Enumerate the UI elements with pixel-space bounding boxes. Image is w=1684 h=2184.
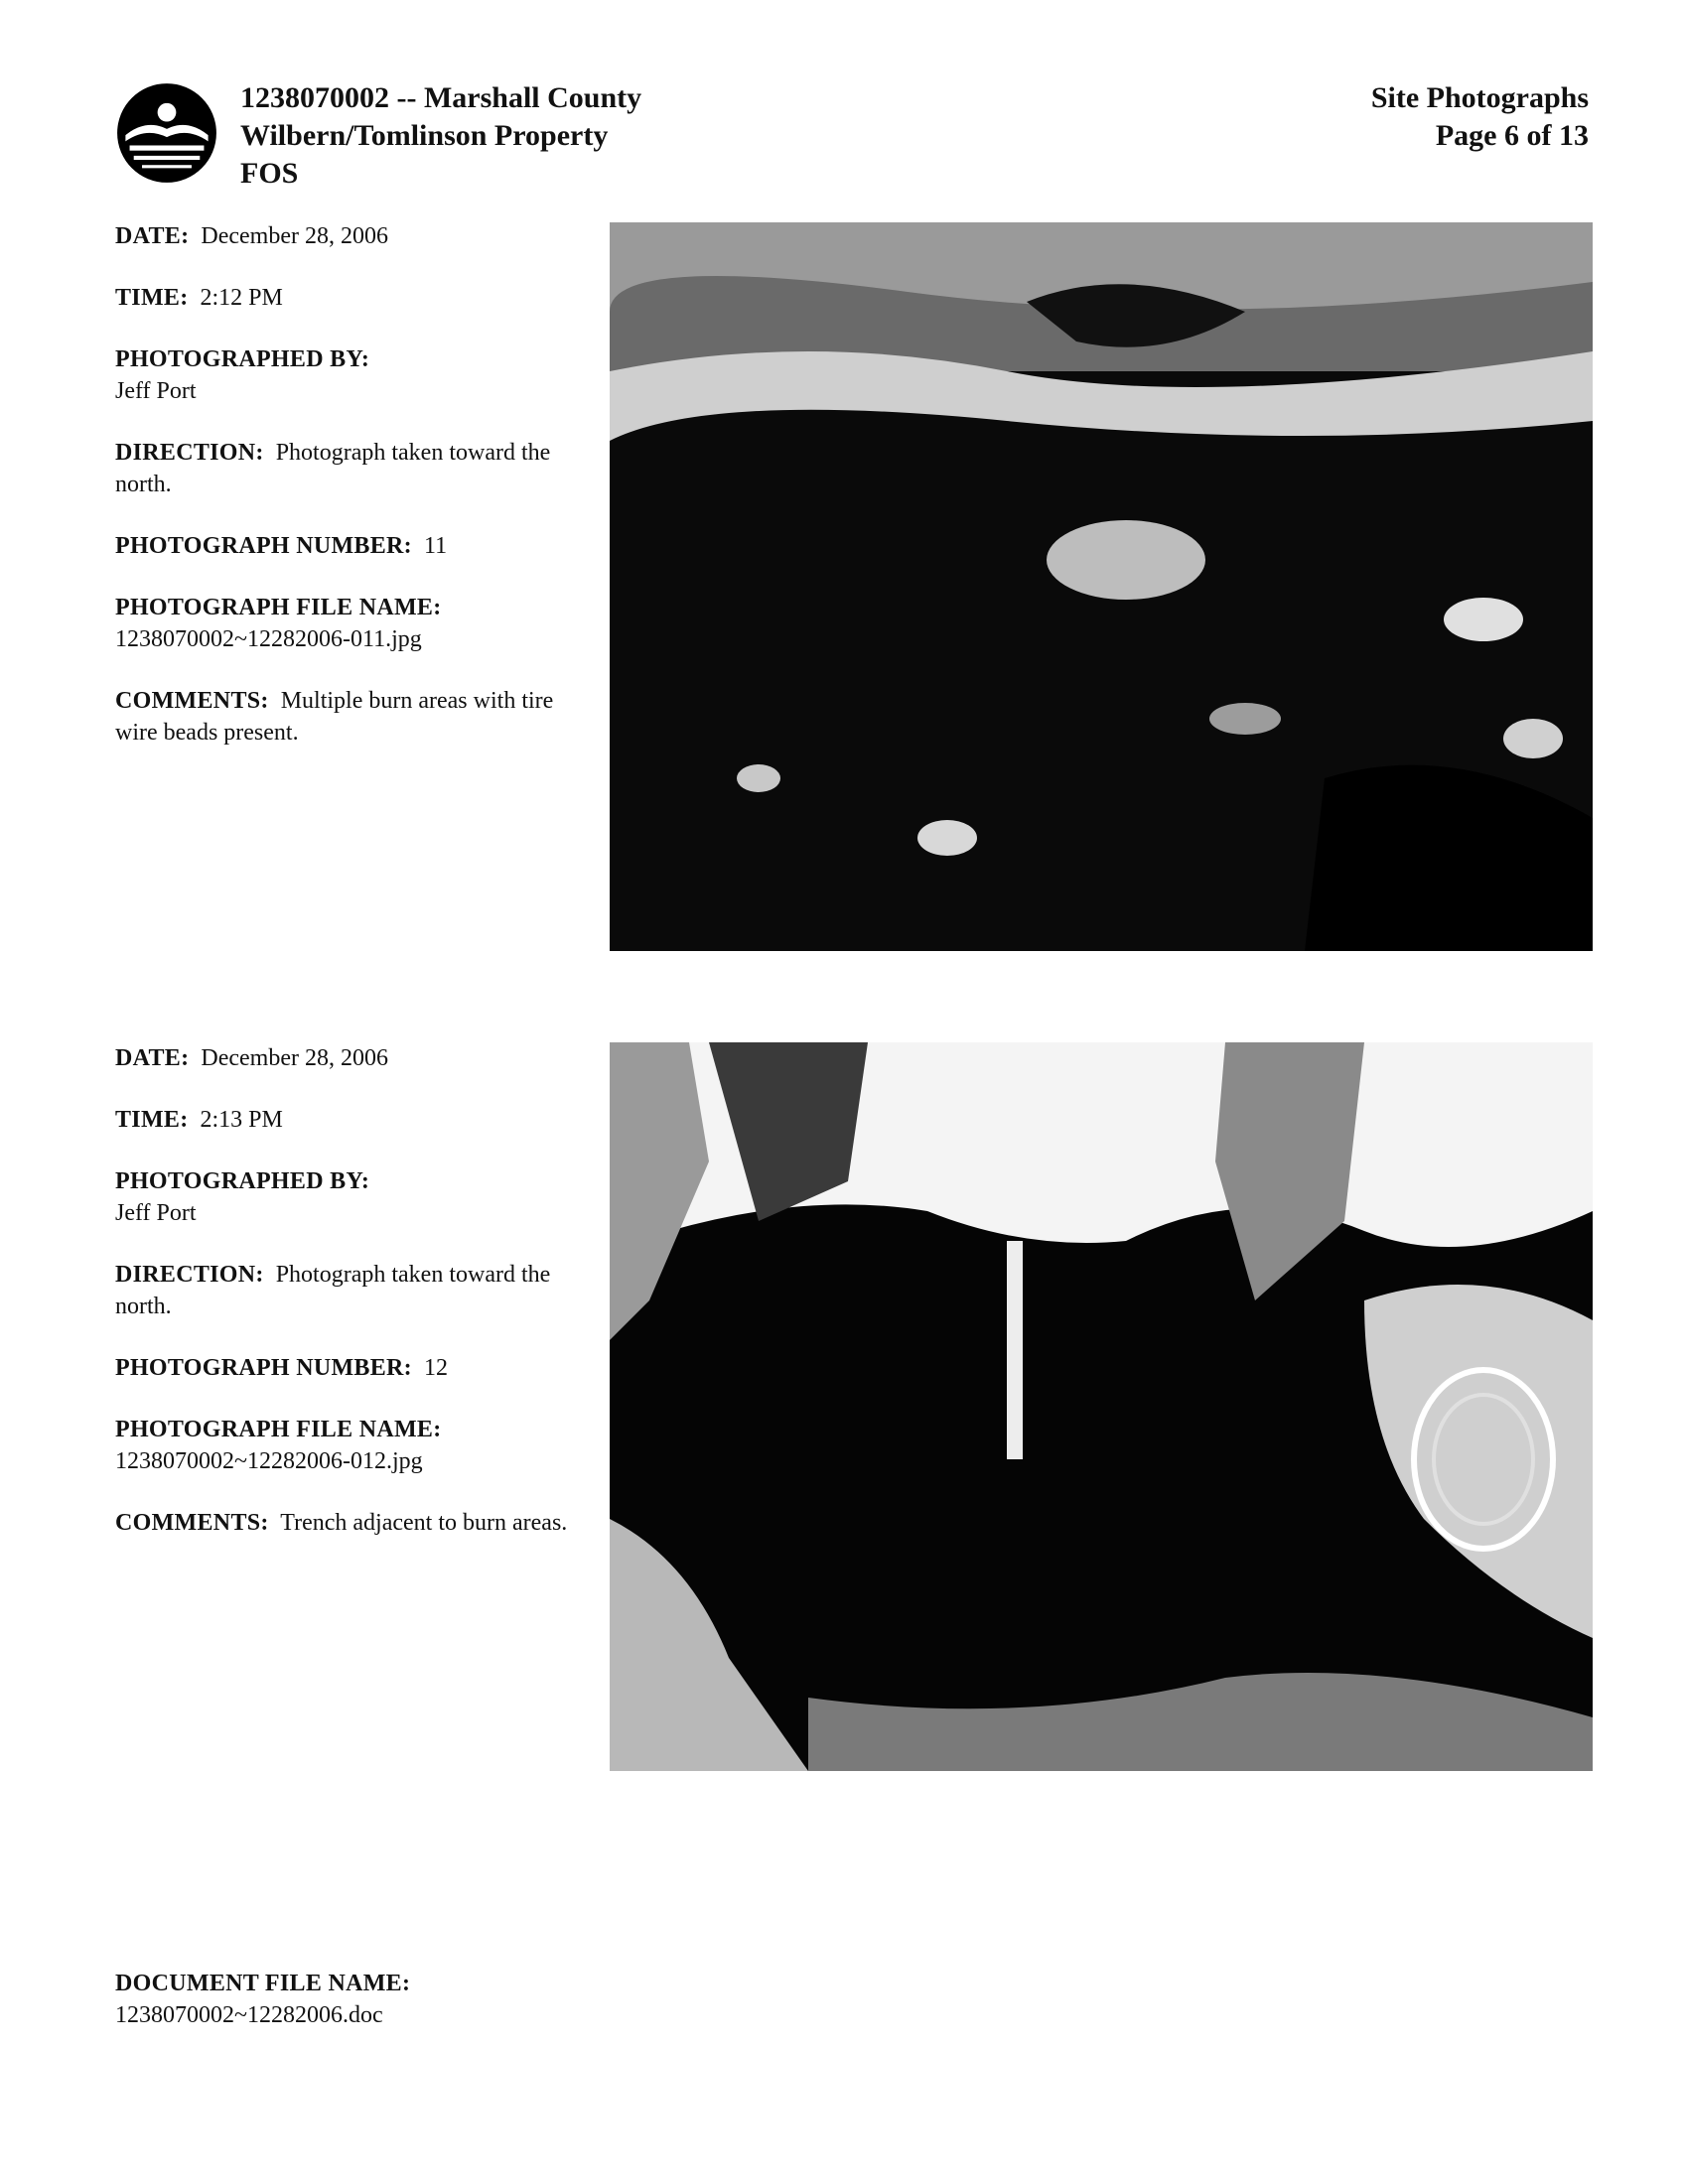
header-site-id: 1238070002 -- Marshall County <box>240 81 642 114</box>
photo-2-number: PHOTOGRAPH NUMBER: 12 <box>115 1355 448 1381</box>
document-file-name-label: DOCUMENT FILE NAME: <box>115 1971 411 1996</box>
photo-2-metadata <box>115 1042 592 1569</box>
document-file-name-value: 1238070002~12282006.doc <box>115 2002 383 2028</box>
photo-1-direction: DIRECTION: Photograph taken toward the north. <box>115 440 551 497</box>
photo-1-time: TIME: 2:12 PM <box>115 285 283 311</box>
photo-1-image <box>610 222 1593 951</box>
header-page-number: Page 6 of 13 <box>1435 119 1589 152</box>
photo-2-date: DATE: December 28, 2006 <box>115 1045 388 1071</box>
photo-1-date: DATE: December 28, 2006 <box>115 223 388 249</box>
header-title-block <box>240 79 641 193</box>
photo-2-direction: DIRECTION: Photograph taken toward the north. <box>115 1262 551 1319</box>
photo-2-photographer: PHOTOGRAPHED BY: Jeff Port <box>115 1168 370 1226</box>
photo-2-image <box>610 1042 1593 1771</box>
header-fos: FOS <box>240 157 299 190</box>
document-file-name <box>115 1968 410 2031</box>
photo-1-number: PHOTOGRAPH NUMBER: 11 <box>115 533 448 559</box>
photo-1-photographer: PHOTOGRAPHED BY: Jeff Port <box>115 346 370 404</box>
photo-2-file-name: PHOTOGRAPH FILE NAME: 1238070002~12282006-012.jpg <box>115 1417 442 1474</box>
photo-2-time: TIME: 2:13 PM <box>115 1107 283 1133</box>
header-section-title: Site Photographs <box>1370 81 1589 114</box>
photo-2-comments: COMMENTS: Trench adjacent to burn areas. <box>115 1510 568 1536</box>
photo-1-metadata <box>115 220 592 778</box>
agency-seal-icon <box>115 81 218 185</box>
header-property-name: Wilbern/Tomlinson Property <box>240 119 609 152</box>
header-right-block <box>1371 79 1589 155</box>
photo-1-comments: COMMENTS: Multiple burn areas with tire wire beads present. <box>115 688 554 746</box>
photo-1-file-name: PHOTOGRAPH FILE NAME: 1238070002~12282006-011.jpg <box>115 595 442 652</box>
